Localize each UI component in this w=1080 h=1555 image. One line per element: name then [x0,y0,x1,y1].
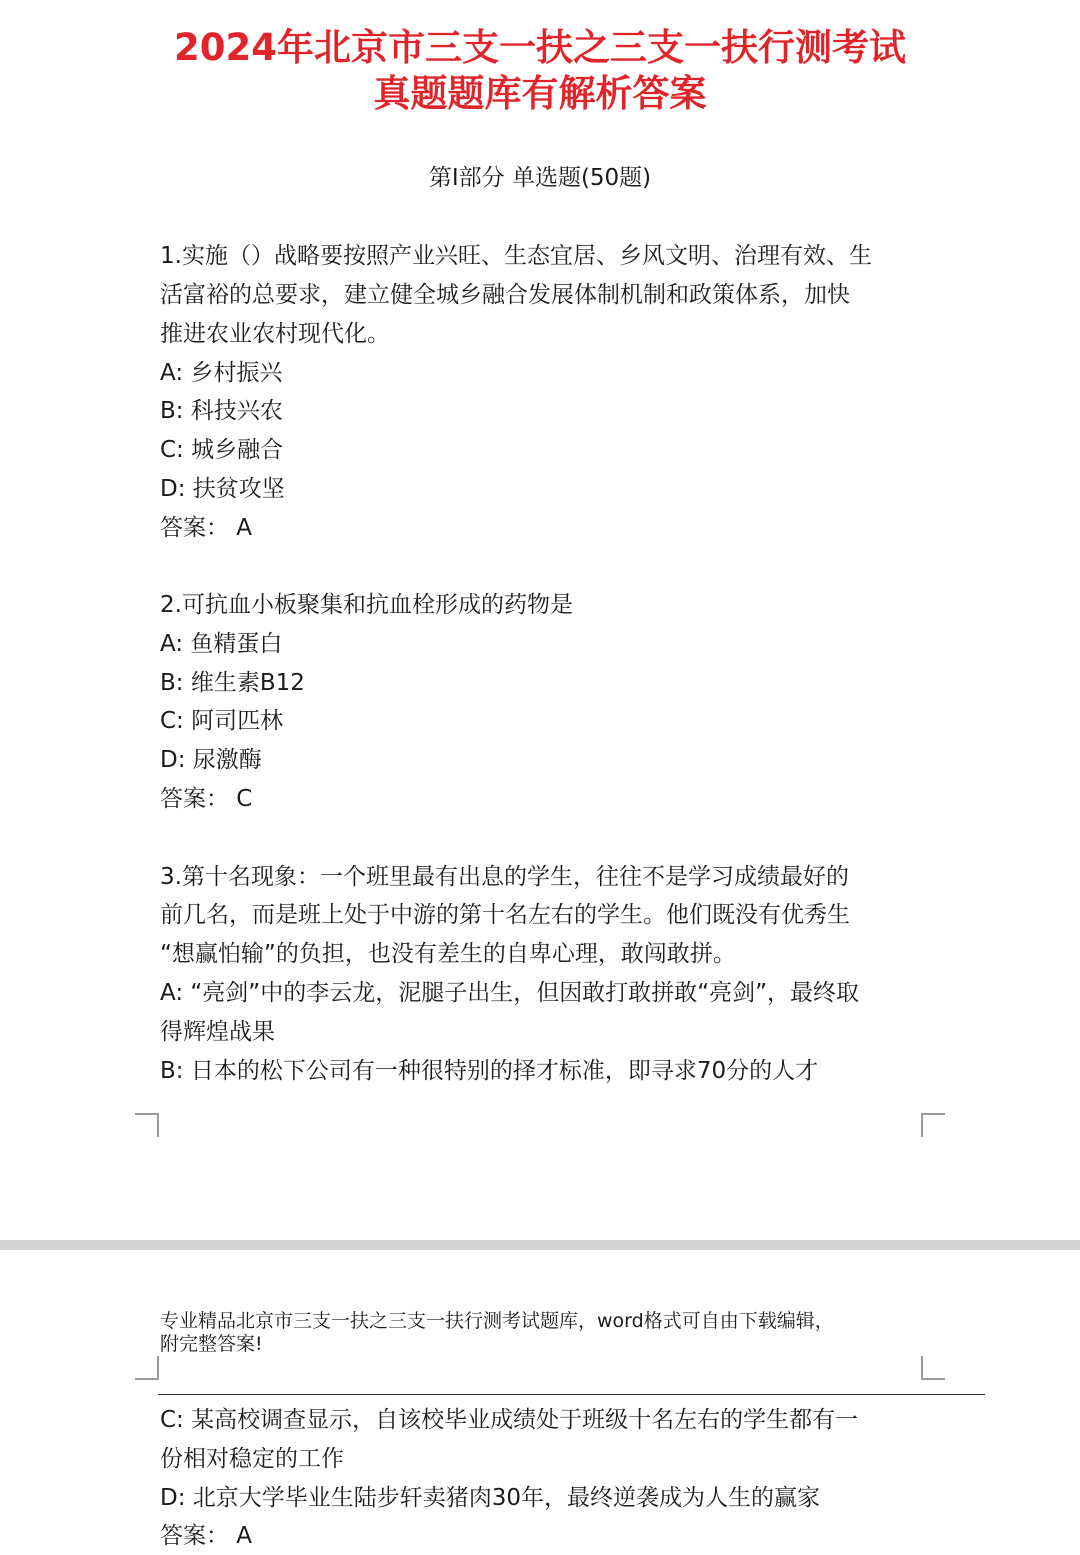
page-corner-mark-right [921,1356,945,1380]
question-2-option-a: A: 鱼精蛋白 [160,631,283,657]
question-1-option-a: A: 乡村振兴 [160,360,283,386]
question-1-option-c: C: 城乡融合 [160,437,284,463]
question-3-option-c-line-1: C: 某高校调查显示，自该校毕业成绩处于班级十名左右的学生都有一 [160,1407,859,1433]
question-3-stem-line-2: 前几名，而是班上处于中游的第十名左右的学生。他们既没有优秀生 [160,902,850,928]
page-separator [0,1240,1080,1250]
question-1-option-b: B: 科技兴农 [160,398,283,424]
question-1-stem-line-2: 活富裕的总要求，建立健全城乡融合发展体制机制和政策体系，加快 [160,282,850,308]
section-heading: 第I部分 单选题(50题) [428,165,652,191]
question-3-option-b: B: 日本的松下公司有一种很特别的择才标准，即寻求70分的人才 [160,1058,819,1084]
question-3-option-c-line-2: 份相对稳定的工作 [160,1446,344,1472]
question-3-option-a-line-2: 得辉煌战果 [160,1019,275,1045]
page-corner-mark-left [135,1113,159,1137]
page-corner-mark-right [921,1113,945,1137]
question-2-option-c: C: 阿司匹林 [160,708,284,734]
question-1-option-d: D: 扶贫攻坚 [160,476,285,502]
page-corner-mark-left [135,1356,159,1380]
question-1-stem-line-3: 推进农业农村现代化。 [160,321,390,347]
page-header-text [160,1310,920,1356]
question-2-option-d: D: 尿激酶 [160,747,262,773]
question-3-option-d: D: 北京大学毕业生陆步轩卖猪肉30年，最终逆袭成为人生的赢家 [160,1485,821,1511]
question-1-answer: 答案： A [160,515,253,541]
question-2-answer: 答案： C [160,786,253,812]
question-1-stem-line-1: 1.实施（）战略要按照产业兴旺、生态宜居、乡风文明、治理有效、生 [160,243,872,269]
document-title-line-1: 2024年北京市三支一扶之三支一扶行测考试 [174,26,906,69]
question-3-option-a-line-1: A: “亮剑”中的李云龙，泥腿子出生，但因敢打敢拼敢“亮剑”，最终取 [160,980,860,1006]
question-2-stem: 2.可抗血小板聚集和抗血栓形成的药物是 [160,592,573,618]
header-divider [158,1394,985,1395]
question-3-answer: 答案： A [160,1523,253,1549]
question-2-option-b: B: 维生素B12 [160,670,305,696]
page-header-line-2: 附完整答案! [160,1333,263,1355]
question-3-stem-line-1: 3.第十名现象：一个班里最有出息的学生，往往不是学习成绩最好的 [160,864,849,890]
document-title-line-2: 真题题库有解析答案 [373,72,707,115]
question-3-stem-line-3: “想赢怕输”的负担，也没有差生的自卑心理，敢闯敢拼。 [160,941,736,967]
page-header-line-1: 专业精品北京市三支一扶之三支一扶行测考试题库，word格式可自由下载编辑， [160,1310,834,1332]
